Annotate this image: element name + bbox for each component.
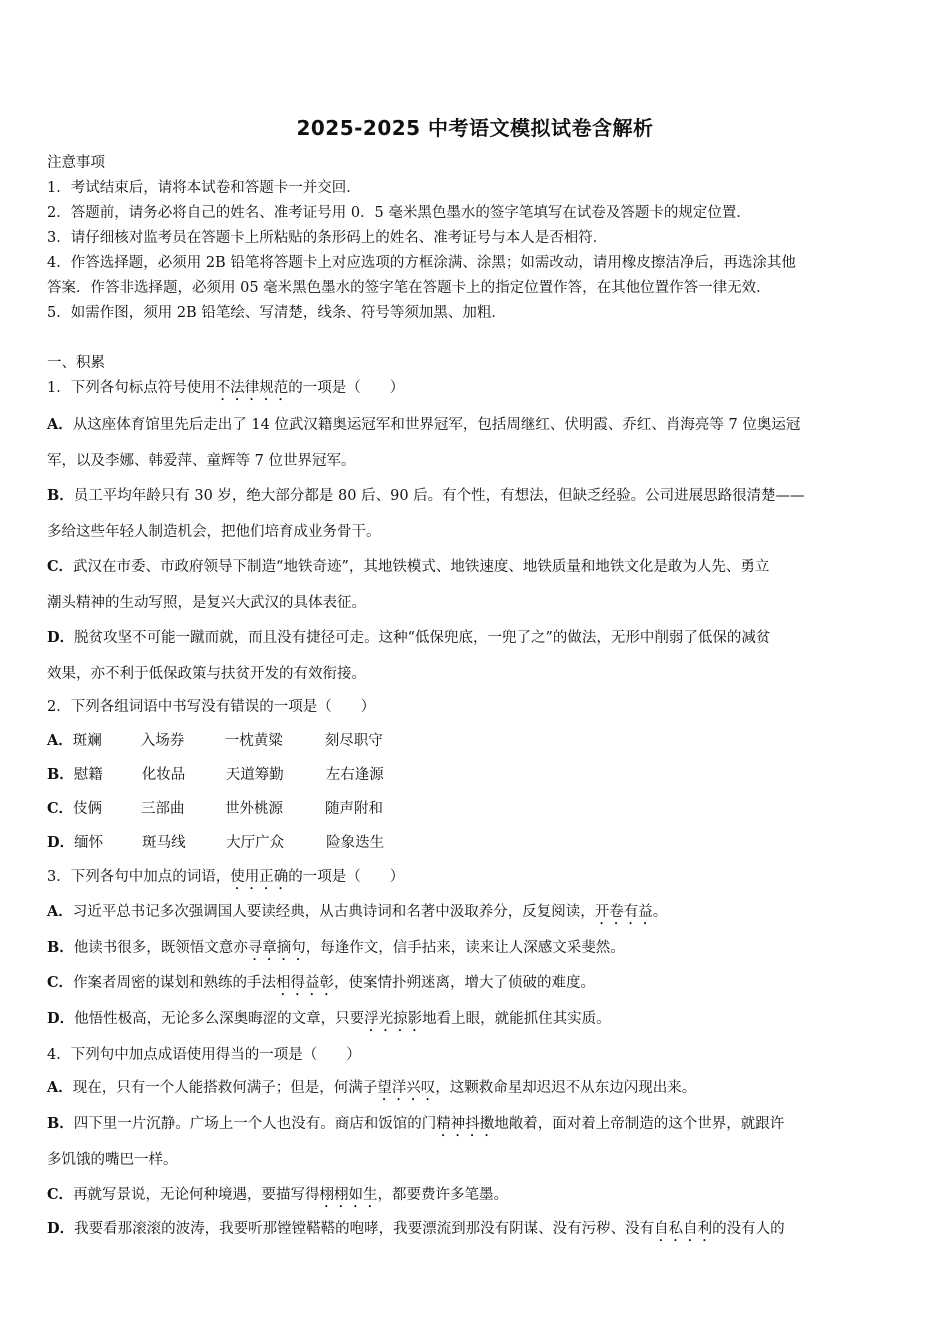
question-1-option-a-cont: 军，以及李娜、韩爱萍、童辉等 7 位世界冠军。 xyxy=(47,453,356,469)
section-heading: 一、积累 xyxy=(47,355,105,371)
question-2-option-b: B．慰籍 化妆品 天道筹勤 左右逢源 xyxy=(47,766,384,783)
question-1-option-a: A．从这座体育馆里先后走出了 14 位武汉籍奥运冠军和世界冠军，包括周继红、伏明霞、乔红、肖海亮等 7 位奥运冠 xyxy=(47,416,801,433)
question-2-option-a: A．斑斓 入场券 一枕黄粱 刻尽职守 xyxy=(47,732,383,749)
question-2-stem: 2．下列各组词语中书写没有错误的一项是（ ） xyxy=(47,699,376,715)
question-1-option-c: C．武汉在市委、市政府领导下制造“地铁奇迹”，其地铁模式、地铁速度、地铁质量和地铁文化是敢为人先、勇立 xyxy=(47,558,770,575)
question-3-option-d: D．他悟性极高，无论多么深奥晦涩的文章，只要浮光掠影地看上眼，就能抓住其实质。 xyxy=(47,1010,611,1027)
question-4-option-b-cont: 多饥饿的嘴巴一样。 xyxy=(47,1152,178,1168)
notice-heading: 注意事项 xyxy=(47,155,105,171)
question-4-option-d: D．我要看那滚滚的波涛，我要听那镗镗鞳鞳的咆哮，我要漂流到那没有阴谋、没有污秽、没有自私自利的没有人的 xyxy=(47,1220,785,1237)
question-2-option-c: C．伎俩 三部曲 世外桃源 随声附和 xyxy=(47,800,384,817)
notice-item: 1．考试结束后，请将本试卷和答题卡一并交回． xyxy=(47,180,361,196)
question-1-option-c-cont: 潮头精神的生动写照，是复兴大武汉的具体表征。 xyxy=(47,595,366,611)
question-3-option-c: C．作案者周密的谋划和熟练的手法相得益彰，使案情扑朔迷离，增大了侦破的难度。 xyxy=(47,974,596,991)
question-1-option-b: B．员工平均年龄只有 30 岁，绝大部分都是 80 后、90 后。有个性，有想法，但缺乏经验。公司进展思路很清楚—— xyxy=(47,487,805,504)
question-3-stem: 3．下列各句中加点的词语，使用正确的一项是（ ） xyxy=(47,869,405,885)
notice-item: 4．作答选择题，必须用 2B 铅笔将答题卡上对应选项的方框涂满、涂黑；如需改动，请用橡皮擦洁净后，再选涂其他 xyxy=(47,255,796,271)
question-3-option-a: A．习近平总书记多次强调国人要读经典，从古典诗词和名著中汲取养分，反复阅读，开卷有益。 xyxy=(47,903,668,920)
question-1-option-d-cont: 效果，亦不利于低保政策与扶贫开发的有效衔接。 xyxy=(47,666,366,682)
question-4-option-b: B．四下里一片沉静。广场上一个人也没有。商店和饭馆的门精神抖擞地敞着，面对着上帝制造的这个世界，就跟许 xyxy=(47,1115,785,1132)
question-3-option-b: B．他读书很多，既领悟文意亦寻章摘句，每逢作文，信手拈来，读来让人深感文采斐然。 xyxy=(47,939,625,956)
question-4-stem: 4．下列句中加点成语使用得当的一项是（ ） xyxy=(47,1047,361,1063)
question-1-option-d: D．脱贫攻坚不可能一蹴而就，而且没有捷径可走。这种“低保兜底，一兜了之”的做法，无形中削弱了低保的减贫 xyxy=(47,629,771,646)
notice-item: 5．如需作图，须用 2B 铅笔绘、写清楚，线条、符号等须加黑、加粗． xyxy=(47,305,506,321)
question-4-option-a: A．现在，只有一个人能搭救何满子；但是，何满子望洋兴叹，这颗救命星却迟迟不从东边闪现出来。 xyxy=(47,1079,697,1096)
notice-item: 2．答题前，请务必将自己的姓名、准考证号用 0．5 毫米黑色墨水的签字笔填写在试卷及答题卡的规定位置． xyxy=(47,205,751,221)
notice-item: 3．请仔细核对监考员在答题卡上所粘贴的条形码上的姓名、准考证号与本人是否相符． xyxy=(47,230,608,246)
page-title: 2025-2025 中考语文模拟试卷含解析 xyxy=(296,116,654,140)
question-1-option-b-cont: 多给这些年轻人制造机会，把他们培育成业务骨干。 xyxy=(47,524,381,540)
question-4-option-c: C．再就写景说，无论何种境遇，要描写得栩栩如生，都要费许多笔墨。 xyxy=(47,1186,509,1203)
question-1-stem: 1．下列各句标点符号使用不法律规范的一项是（ ） xyxy=(47,380,405,396)
question-2-option-d: D．缅怀 斑马线 大厅广众 险象迭生 xyxy=(47,834,385,851)
notice-item: 答案．作答非选择题，必须用 05 毫米黑色墨水的签字笔在答题卡上的指定位置作答，在其他位置作答一律无效． xyxy=(47,280,771,296)
